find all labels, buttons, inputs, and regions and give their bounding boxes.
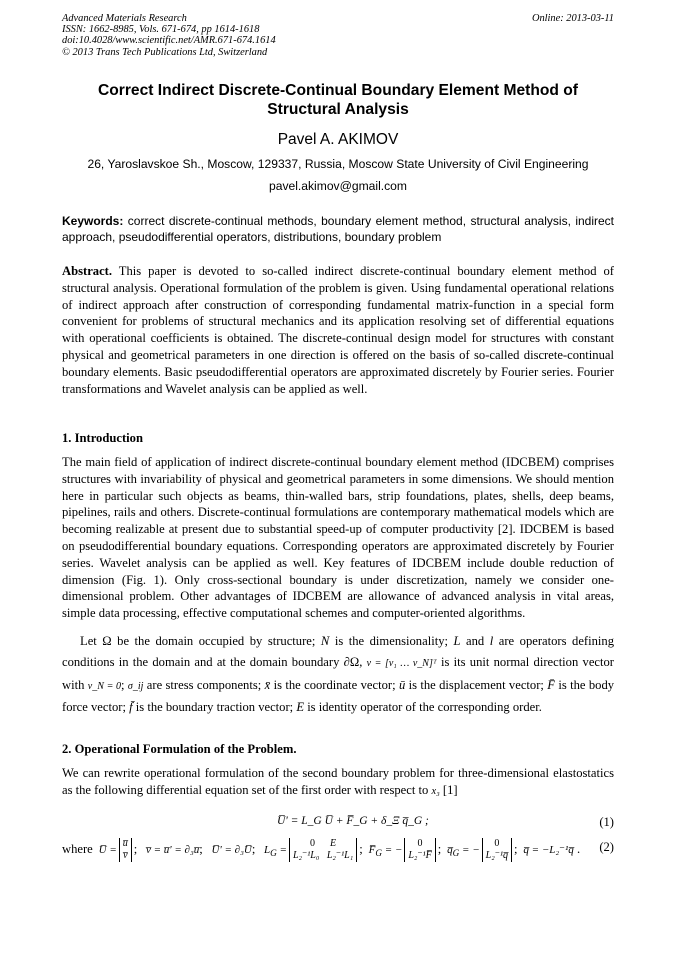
abstract-block bbox=[62, 263, 614, 397]
equation-1-number: (1) bbox=[599, 815, 614, 829]
matrix-LG: 0 E L₂⁻¹L₀ L₂⁻¹L₁ bbox=[289, 838, 357, 862]
author-email: pavel.akimov@gmail.com bbox=[269, 179, 407, 193]
p2-text-c: and bbox=[466, 634, 485, 648]
journal-name: Advanced Materials Research bbox=[62, 13, 187, 24]
author-name: Pavel A. AKIMOV bbox=[277, 131, 399, 148]
journal-header bbox=[62, 13, 276, 58]
p2-text-g: are stress components; bbox=[146, 677, 262, 692]
symbol-L: L bbox=[453, 634, 461, 648]
keywords-block bbox=[62, 214, 614, 245]
symbol-f: f̄ bbox=[129, 699, 133, 714]
abstract-text: This paper is devoted to so-called indirect discrete-continual boundary element method of structural analysis. Operational formulation of the problem is given. Using fundamental operational relations of indirect approach after construction of corresponding fundamental matrix-function in a special form convenient for problems of structural mechanics and its application resolving set of differential equations with operational coefficients is obtained. The discrete-continual design model for structures with constant physical and geometrical parameters in one direction is offered on the basis of so-called discrete-continual boundary elements. Basic pseudodifferential operators are approximated discretely by Fourier series. Fourier transformations and Wavelet analysis can be applied as well. bbox=[62, 264, 614, 396]
p2-text-m: is identity operator of the corresponding order. bbox=[307, 699, 542, 714]
symbol-F: F̄ bbox=[547, 677, 555, 692]
equation-1: U̅' = L_G U̅ + F̅_G + δ_Ξ q̅_G ; bbox=[277, 815, 429, 827]
copyright-line: © 2013 Trans Tech Publications Ltd, Switzerland bbox=[62, 46, 268, 58]
author-affiliation: 26, Yaroslavskoe Sh., Moscow, 129337, Russia, Moscow State University of Civil Engineering bbox=[87, 157, 589, 171]
operational-text: We can rewrite operational formulation of the second boundary problem for three-dimensional elastostatics as the following differential equation set of the first order with respect to bbox=[62, 766, 614, 797]
matrix-FG: 0 L₂⁻¹F̅ bbox=[404, 838, 435, 862]
reference-1: [1] bbox=[442, 782, 458, 797]
p2-text-j: is the body force vector; bbox=[62, 677, 615, 714]
equation-2-where: where bbox=[62, 841, 93, 856]
section-operational-heading: 2. Operational Formulation of the Problem. bbox=[62, 742, 297, 756]
symbol-normal-vector: ν = [ν₁ … ν_N]ᵀ bbox=[366, 658, 437, 670]
matrix-qG: 0 L₂⁻¹q̅ bbox=[482, 838, 512, 862]
p2-text-f: ; bbox=[121, 677, 125, 692]
p2-text-k: is the boundary traction vector; bbox=[135, 699, 294, 714]
symbol-l: l bbox=[489, 634, 494, 648]
p2-text-a: Let Ω be the domain occupied by structure; bbox=[80, 634, 316, 648]
matrix-U: u̅ v̅ bbox=[119, 838, 132, 862]
symbol-x3: x₃ bbox=[431, 785, 440, 797]
p2-text-i: is the displacement vector; bbox=[408, 677, 544, 692]
p2-text-e: is its unit normal direction vector with bbox=[62, 655, 614, 692]
doi-line: doi:10.4028/www.scientific.net/AMR.671-674.1614 bbox=[62, 35, 276, 47]
symbol-u: ū bbox=[398, 677, 406, 692]
symbol-sigma: σ_ij bbox=[127, 680, 144, 692]
title-line-2: Structural Analysis bbox=[267, 100, 409, 118]
introduction-paragraph-1: The main field of application of indirect discrete-continual boundary element method (IDCBEM) comprises structures with invariability of physical and geometrical parameters in some dimensions. We should mention here in particular such objects as beams, thin-walled bars, strip foundations, plates, shells, deep beams, pipelines, rails and others. Discrete-continual formulations are contemporary mathematical models which are becoming realizable at present due to substantial speed-up of computer productivity [2]. IDCBEM is based on pseudodifferential boundary equations. Corresponding operators are approximated discretely by Fourier series. Wavelet analysis can be applied as well. Key features of IDCBEM include double reduction of dimension (Fig. 1). Only cross-sectional boundary is under discretization, namely we consider one-dimensional problem. Other advantages of IDCBEM are allowance of advanced analysis in vital areas, simple data processing, effective computational schemes and computer-oriented algorithms. bbox=[62, 455, 614, 621]
issn-line: ISSN: 1662-8985, Vols. 671-674, pp 1614-1618 bbox=[62, 24, 260, 36]
keywords-label: Keywords: bbox=[62, 214, 124, 228]
symbol-N: N bbox=[320, 634, 330, 648]
equation-2-number: (2) bbox=[599, 840, 614, 854]
abstract-label: Abstract. bbox=[62, 264, 113, 278]
paper-title bbox=[62, 82, 614, 119]
keywords-text: correct discrete-continual methods, boundary element method, structural analysis, indirect approach, pseudodifferential operators, distributions, boundary problem bbox=[62, 214, 614, 244]
equation-2: where U̅ = u̅ v̅ ; v̅ = u̅' = ∂₃u̅; U̅' = ∂₃U̅; $L_G$ = 0 E L₂⁻¹L₀ L₂⁻¹L₁ ; $F̅_G$ = − 0 L₂⁻¹F̅ ; $q̅_G$ = − 0 L₂⁻¹q̅ ; q̅ = −L₂⁻¹q̅ . bbox=[62, 838, 581, 861]
symbol-x: x̄ bbox=[264, 677, 271, 692]
online-date: Online: 2013-03-11 bbox=[531, 13, 614, 24]
operational-paragraph bbox=[62, 765, 614, 801]
title-line-1: Correct Indirect Discrete-Continual Boundary Element Method of bbox=[98, 82, 578, 99]
p2-text-h: is the coordinate vector; bbox=[273, 677, 396, 692]
p2-text-b: is the dimensionality; bbox=[334, 634, 448, 648]
symbol-nu-n: ν_N = 0 bbox=[87, 680, 122, 692]
introduction-paragraph-2 bbox=[62, 631, 614, 718]
p2-text-d: are operators defining conditions in the domain and at the domain boundary ∂Ω, bbox=[62, 634, 614, 670]
section-introduction-heading: 1. Introduction bbox=[62, 431, 143, 445]
symbol-E: E bbox=[296, 699, 305, 714]
